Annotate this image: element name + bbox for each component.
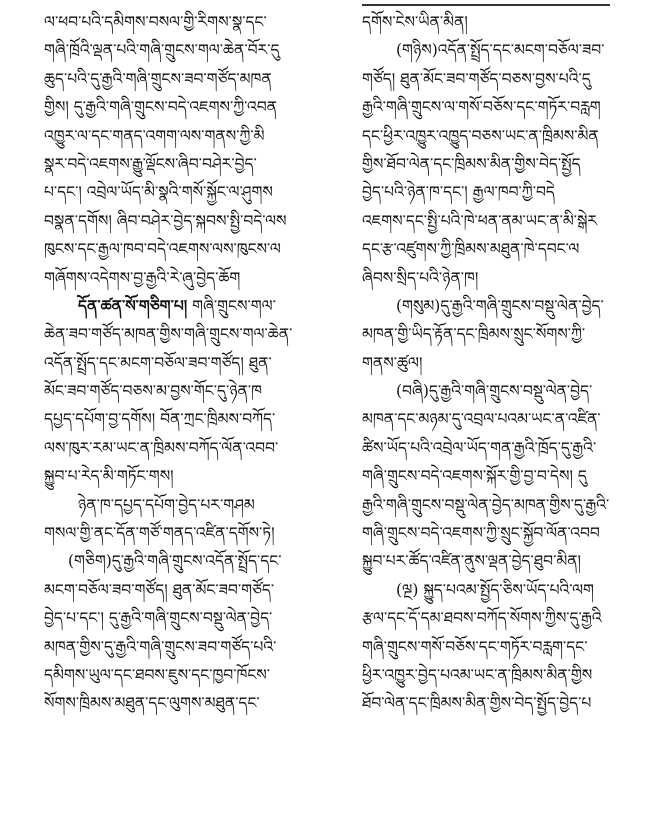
right-column — [362, 8, 612, 718]
text-line: དང་རྩ་འཛུགས་ཀྱི་ཁྲིམས་མཐུན་ཁེ་དབང་ལ — [362, 240, 580, 259]
list-item-first-line: (ལྔ) སྐྱུད་པའམ་སྤྱོད་ཅིས་ཡོད་པའི་ལག — [396, 580, 594, 599]
text-line: དགོས་ངེས་ཡིན་མིན། — [362, 13, 468, 31]
text-line: སྐྱུབ་པར་ཚོད་འཛིན་ནུས་ལྡན་བྱེད་ཐུབ་མིན། — [362, 552, 582, 571]
text-line: དམིགས་ཡུལ་དང་ཐབས་ཇུས་དང་ཁྱབ་ཁོངས་ — [44, 665, 271, 684]
text-line: གནས་ཚུལ། — [362, 353, 423, 372]
text-line: རྒྱའི་གཞི་གྲུངས་ལ་གསོ་བཅོས་དང་གཏོར་བརླག — [362, 98, 601, 117]
text-line: མངག་བཅོལ་ཟབ་གཙོད། ཐུན་མོང་ཟབ་གཙོད་ — [44, 580, 275, 599]
text-line: འཇགས་དང་སྤྱི་པའི་ཁེ་ཕན་ནམ་ཡང་ན་མི་སྒེར — [362, 211, 598, 230]
text-line: གཞི་གྲུངས་གསོ་བཅོས་དང་གཏོར་བརླག་དང་ — [362, 637, 588, 656]
text-line: ལས་ཁུར་རམ་ཡང་ན་ཁྲིམས་བཀོད་ལོན་འབབ་ — [44, 438, 279, 457]
text-line: རྒྱའི་གཞི་གྲུངས་བསྡུ་ལེན་བྱེད་མཁན་གྱིས་དུ་རྒྱའི་ — [362, 495, 610, 514]
text-line: ཆུད་པའི་དུ་རྒྱའི་གཞི་གྲུངས་ཟབ་གཙོད་མཁན — [44, 69, 272, 88]
text-line: གསལ་གྱི་ནང་དོན་གཙོ་གནད་འཛིན་དགོས་ཏེ། — [44, 524, 275, 543]
text-line: ཚིས་ཡོད་པའི་འབྲེལ་ཡོད་གན་རྒྱའི་ཁྲོད་དུ་རྒྱའི་ — [362, 438, 597, 457]
text-line: གཞི་ཁྲོའི་ལྡན་པའི་གཞི་གྲུངས་གལ་ཆེན་བོར་དུ — [44, 41, 280, 60]
text-line: གཙོད། ཐུན་མོང་ཟབ་གཙོད་བཅས་བྱས་པའི་དུ — [362, 69, 591, 88]
text-line: མཁན་གྱི་ཡིད་རྟོན་དང་ཁྲིམས་སྲུང་སོགས་ཀྱི་ — [362, 325, 586, 344]
text-line: པ་དང་། འབྲེལ་ཡོད་མི་སྣའི་གསོ་སྐྱོང་ལ་ཤུགས — [44, 183, 273, 202]
text-line: མཁན་དང་མཉམ་དུ་འབྲལ་པའམ་ཡང་ན་འཛིན་ — [362, 410, 601, 429]
text-line: སྐྱུབ་པ་རེད་མི་གཏོང་གས། — [44, 467, 174, 486]
text-line: མོང་ཟབ་གཙོད་བཅས་མ་བྱས་གོང་དུ་ཉེན་ཁ — [44, 382, 262, 401]
article-heading-text: གཞི་གྲུངས་གལ་ — [187, 296, 276, 315]
text-line: གཞི་གྲུངས་བདེ་འཇགས་སྐོར་གྱི་བྱ་བ་དེས། དུ — [362, 467, 587, 486]
text-line: འདོན་སྤྲོད་དང་མངག་བཅོལ་ཟབ་གཙོད། ཐུན་ — [44, 353, 272, 372]
text-line: བྱེད་པའི་ཉེན་ཁ་དང་། རྒྱལ་ཁབ་ཀྱི་བདེ — [362, 183, 555, 202]
text-line: གྱིས་ཐོབ་ལེན་དང་ཁྲིམས་མིན་གྱིས་བེད་སྤྱོད — [362, 154, 581, 173]
list-item-first-line: (གསུམ)དུ་རྒྱའི་གཞི་གྲུངས་བསྡུ་ལེན་བྱེད་ — [396, 296, 604, 315]
text-line: དཔྱད་དཔོག་བྱ་དགོས། བོན་ཀྲང་ཁྲིམས་བཀོད་ — [44, 410, 276, 429]
paragraph-first-line: ཉེན་ཁ་དཔྱད་དཔོག་བྱེད་པར་གཤམ — [78, 495, 255, 514]
article-heading — [44, 292, 316, 320]
left-column — [44, 8, 316, 718]
text-line: མཁན་གྱིས་དུ་རྒྱའི་གཞི་གྲུངས་ཟབ་གཙོད་པའི་ — [44, 637, 277, 656]
text-line: གཞོགས་འདེགས་བྱ་རྒྱའི་རེ་ཞུ་བྱེད་ཆོག — [44, 268, 241, 287]
list-item-first-line: (གཅིག)དུ་རྒྱའི་གཞི་གྲུངས་འདོན་སྤྲོད་དང་ — [68, 552, 282, 571]
text-line: འཁྱུར་ལ་དང་གནད་འགག་ལས་གནས་ཀྱི་མི — [44, 126, 265, 145]
article-number: དོན་ཚན་སོ་གཅིག་པ། — [78, 295, 188, 315]
text-line: དང་ཕྱིར་འཁྱུར་འཁྱུད་བཅས་ཡང་ན་ཁྲིམས་མིན — [362, 126, 599, 145]
text-line: བྱེད་པ་དང་། དུ་རྒྱའི་གཞི་གྲུངས་བསྡུ་ལེན་བྱེད་ — [44, 609, 273, 628]
top-rule — [362, 4, 610, 6]
text-line: བསྣན་དགོས། ཞིབ་བཤེར་བྱེད་སྐབས་སྤྱི་བདེ་ལས — [44, 211, 287, 230]
list-item-first-line: (གཉིས)འདོན་སྤྲོད་དང་མངག་བཅོལ་ཟབ་ — [396, 41, 605, 60]
text-line: རྩལ་དང་དོ་དམ་ཐབས་བཀོད་སོགས་ཀྱིས་དུ་རྒྱའི — [362, 609, 602, 628]
list-item-first-line: (བཞི)དུ་རྒྱའི་གཞི་གྲུངས་བསྡུ་ལེན་བྱེད་ — [396, 382, 593, 401]
text-line: གཞི་གྲུངས་བདེ་འཇགས་ཀྱི་སྲུང་སྐྱོབ་ལོན་འབབ — [362, 524, 600, 543]
text-line: ཆེན་ཟབ་གཙོད་མཁན་གྱིས་གཞི་གྲུངས་གལ་ཆེན་ — [44, 325, 293, 344]
text-line: སྣར་བདེ་འཇགས་རྒྱུ་ལྡོངས་ཞིབ་བཤེར་བྱེད་ — [44, 154, 257, 173]
text-line: ཞིབས་སྲིད་པའི་ཉེན་ཁ། — [362, 268, 479, 287]
text-line: ལ་ཕབ་པའི་དམིགས་བསལ་གྱི་རིགས་སྣ་དང་ — [44, 13, 267, 31]
text-line: ཁུངས་དང་རྒྱལ་ཁབ་བདེ་འཇགས་ལས་ཁུངས་ལ — [44, 240, 281, 259]
text-line: ཐོབ་ལེན་དང་ཁྲིམས་མིན་གྱིས་བེད་སྤྱོད་བྱེད་པ — [362, 694, 592, 713]
text-line: གྱིས། དུ་རྒྱའི་གཞི་གྲུངས་བདེ་འཇགས་ཀྱི་འབན — [44, 98, 278, 117]
text-line: སོགས་ཁྲིམས་མཐུན་དང་ལུགས་མཐུན་དང་ — [44, 694, 260, 713]
text-line: ཕྱིར་འཁྱུར་བྱེད་པའམ་ཡང་ན་ཁྲིམས་མིན་གྱིས — [362, 665, 593, 684]
